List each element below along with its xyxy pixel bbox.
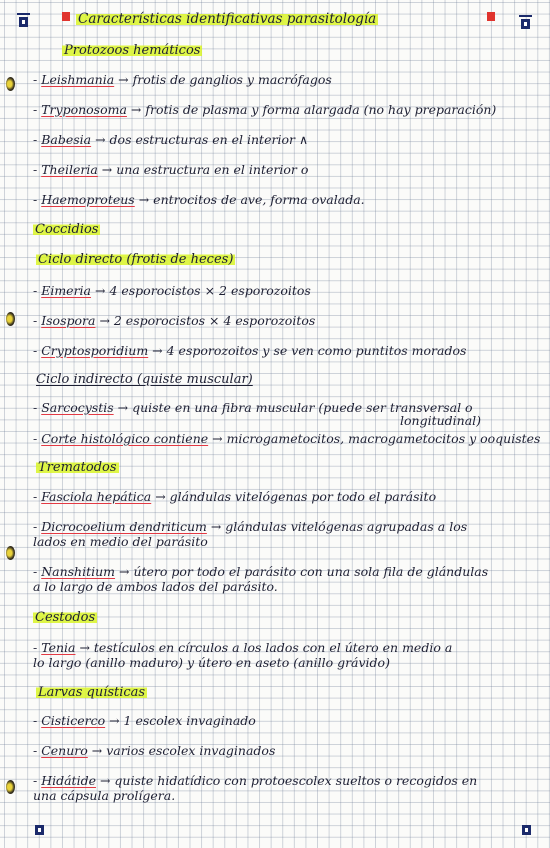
section-heading-trematodos: Trematodos <box>38 460 117 475</box>
subheading-ciclo-indirecto: Ciclo indirecto (quiste muscular) <box>36 372 253 387</box>
item-text: → glándulas vitelógenas agrupadas a los <box>210 519 468 534</box>
item-term: Babesia <box>41 132 92 147</box>
list-item: - Theileria → una estructura en el interior o <box>33 162 309 177</box>
item-text: → útero por todo el parásito con una sola fila de glándulas <box>119 564 489 579</box>
binder-hole-3 <box>6 546 15 560</box>
section-heading-larvas: Larvas quísticas <box>38 685 146 700</box>
list-item: - Isospora → 2 esporocistos × 4 esporozoitos <box>33 313 316 328</box>
item-symbol: ∧ <box>298 132 309 147</box>
item-term: Sarcocystis <box>41 400 114 415</box>
item-text: → 4 esporocistos × 2 esporozoitos <box>95 283 311 298</box>
item-term: Corte histológico contiene <box>41 431 209 446</box>
binder-hole-4 <box>6 780 15 794</box>
list-item: - Cisticerco → 1 escolex invaginado <box>33 713 256 728</box>
red-square-left <box>62 12 70 21</box>
item-symbol: o <box>300 162 309 177</box>
item-term: Eimeria <box>41 283 92 298</box>
list-item: - Fasciola hepática → glándulas vitelógenas por todo el parásito <box>33 489 437 504</box>
item-term: Isospora <box>41 313 96 328</box>
list-item-continuation: lados en medio del parásito <box>33 534 208 549</box>
item-term: Cryptosporidium <box>41 343 149 358</box>
red-square-right <box>487 12 495 21</box>
item-term: Cenuro <box>41 743 88 758</box>
section-heading-protozoos: Protozoos hemáticos <box>64 43 201 58</box>
item-text: → glándulas vitelógenas por todo el parásito <box>155 489 437 504</box>
item-text: → microgametocitos, macrogametocitos y ooquistes <box>212 431 541 446</box>
item-text: → varios escolex invaginados <box>91 743 276 758</box>
list-item: - Sarcocystis → quiste en una fibra muscular (puede ser transversal o <box>33 400 473 415</box>
list-item: - Babesia → dos estructuras en el interior ∧ <box>33 132 309 147</box>
section-heading-cestodos: Cestodos <box>35 610 96 625</box>
binder-hole-2 <box>6 312 15 326</box>
list-item: - Cryptosporidium → 4 esporozoitos y se ven como puntitos morados <box>33 343 467 358</box>
list-item-continuation: una cápsula prolígera. <box>33 788 176 803</box>
item-term: Haemoproteus <box>41 192 135 207</box>
list-item: - Tenia → testículos en círculos a los lados con el útero en medio a <box>33 640 453 655</box>
item-text: → testículos en círculos a los lados con el útero en medio a <box>79 640 453 655</box>
list-item-continuation: longitudinal) <box>400 413 482 428</box>
list-item: - Dicrocoelium dendriticum → glándulas vitelógenas agrupadas a los <box>33 519 468 534</box>
item-text: → quiste en una fibra muscular (puede ser transversal o <box>117 400 473 415</box>
list-item: - Corte histológico contiene → microgametocitos, macrogametocitos y ooquistes <box>33 431 541 446</box>
corner-logo-top-right <box>519 15 532 30</box>
item-term: Fasciola hepática <box>41 489 152 504</box>
item-term: Cisticerco <box>41 713 106 728</box>
list-item: - Nanshitium → útero por todo el parásito con una sola fila de glándulas <box>33 564 489 579</box>
item-term: Dicrocoelium dendriticum <box>41 519 207 534</box>
corner-logo-top-left <box>17 13 30 28</box>
section-heading-coccidios: Coccidios <box>35 222 99 237</box>
item-text: → 1 escolex invaginado <box>109 713 256 728</box>
item-term: Leishmania <box>41 72 115 87</box>
item-term: Nanshitium <box>41 564 116 579</box>
corner-logo-bottom-left <box>33 825 46 840</box>
list-item: - Haemoproteus → entrocitos de ave, forma ovalada. <box>33 192 365 207</box>
item-text: → 2 esporocistos × 4 esporozoitos <box>99 313 316 328</box>
item-text: → quiste hidatídico con protoescolex sueltos o recogidos en <box>99 773 478 788</box>
item-term: Tryponosoma <box>41 102 127 117</box>
item-text: → frotis de ganglios y macrófagos <box>118 72 332 87</box>
item-text: → 4 esporozoitos y se ven como puntitos morados <box>152 343 467 358</box>
item-term: Tenia <box>41 640 76 655</box>
list-item: - Leishmania → frotis de ganglios y macrófagos <box>33 72 332 87</box>
page-title: Características identificativas parasitología <box>78 11 377 27</box>
item-text: → una estructura en el interior <box>101 162 297 177</box>
item-text: → frotis de plasma y forma alargada (no hay preparación) <box>130 102 497 117</box>
list-item: - Tryponosoma → frotis de plasma y forma alargada (no hay preparación) <box>33 102 497 117</box>
list-item: - Cenuro → varios escolex invaginados <box>33 743 276 758</box>
binder-hole-1 <box>6 77 15 91</box>
item-text: → entrocitos de ave, forma ovalada. <box>138 192 365 207</box>
list-item-continuation: a lo largo de ambos lados del parásito. <box>33 579 278 594</box>
item-term: Hidátide <box>41 773 96 788</box>
item-text: → dos estructuras en el interior <box>95 132 295 147</box>
subheading-ciclo-directo: Ciclo directo (frotis de heces) <box>38 252 234 267</box>
list-item-continuation: lo largo (anillo maduro) y útero en aseto (anillo grávido) <box>33 655 390 670</box>
corner-logo-bottom-right <box>520 825 533 840</box>
item-term: Theileria <box>41 162 98 177</box>
list-item: - Hidátide → quiste hidatídico con protoescolex sueltos o recogidos en <box>33 773 478 788</box>
list-item: - Eimeria → 4 esporocistos × 2 esporozoitos <box>33 283 311 298</box>
